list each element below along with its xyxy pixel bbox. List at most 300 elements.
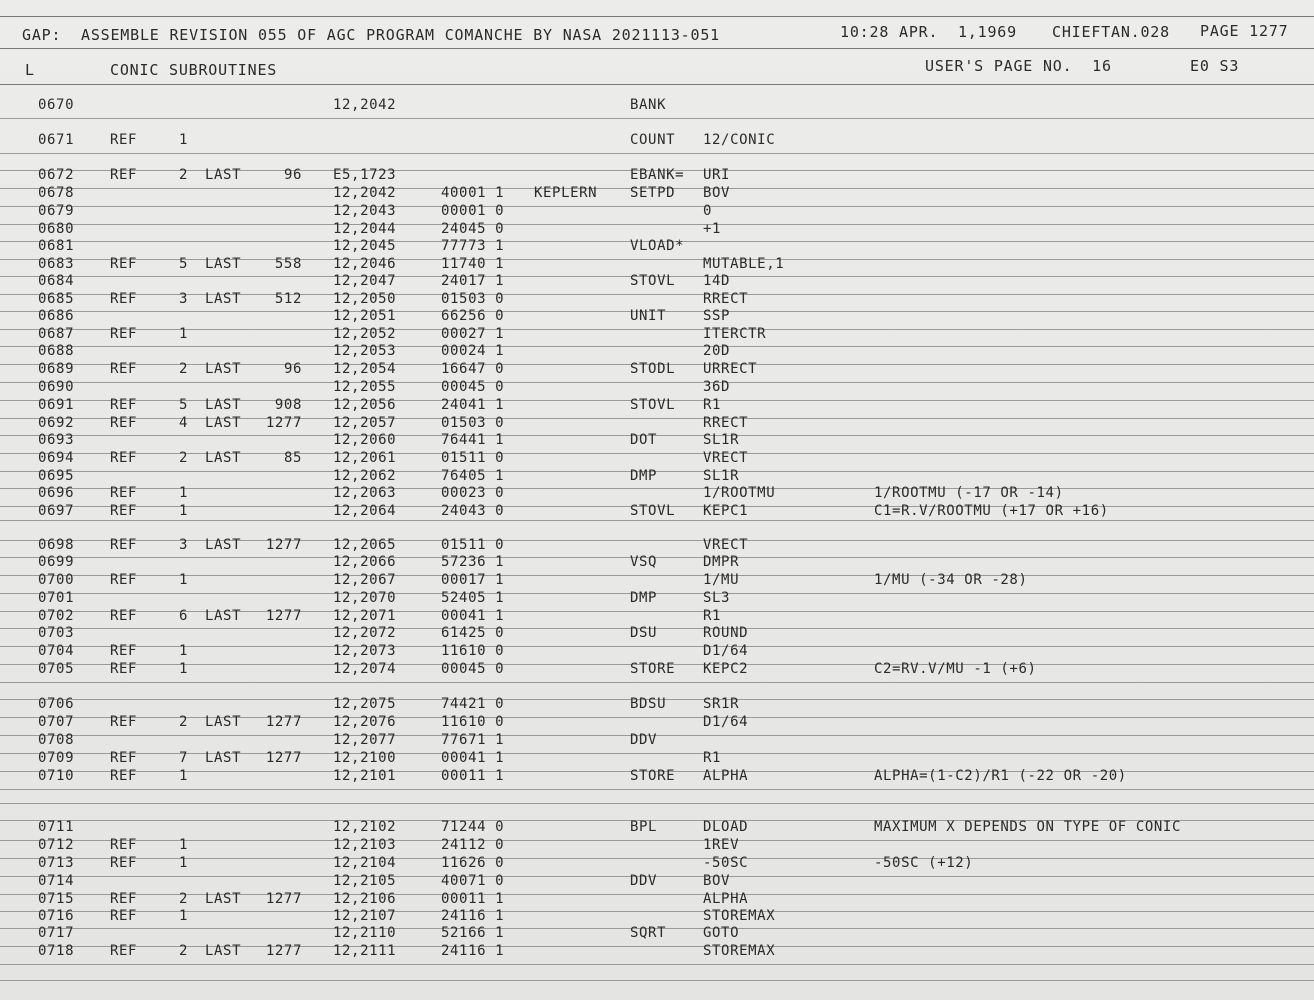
paper-rule	[0, 803, 1314, 804]
octal-code: 00011 1	[441, 891, 505, 907]
last-page: 908	[274, 397, 302, 413]
listing-row	[0, 220, 1314, 238]
header-rule	[0, 48, 1314, 49]
address: 12,2061	[333, 450, 397, 466]
operand: KEPC2	[703, 661, 749, 677]
octal-code: 24112 0	[441, 837, 505, 853]
section-title: CONIC SUBROUTINES	[110, 61, 278, 79]
ref-count: 6	[178, 608, 188, 624]
listing-row	[0, 360, 1314, 378]
line-marker: L	[25, 61, 35, 79]
listing-row	[0, 290, 1314, 308]
octal-code: 00024 1	[441, 343, 505, 359]
listing-row	[0, 818, 1314, 836]
ref-count: 7	[178, 750, 188, 766]
operand: SL3	[703, 590, 731, 606]
top-rule	[0, 16, 1314, 17]
listing-row	[0, 749, 1314, 767]
last-page: 96	[283, 361, 302, 377]
operand: ITERCTR	[703, 326, 767, 342]
listing-row	[0, 307, 1314, 325]
address: 12,2104	[333, 855, 397, 871]
operand: D1/64	[703, 643, 749, 659]
line-number: 0687	[38, 326, 75, 342]
opcode: DDV	[630, 732, 658, 748]
octal-code: 57236 1	[441, 554, 505, 570]
last-page: 1277	[265, 714, 302, 730]
opcode: EBANK=	[630, 167, 685, 183]
ref-tag: REF	[110, 643, 138, 659]
operand: 12/CONIC	[703, 132, 776, 148]
paper-rule	[0, 980, 1314, 981]
address: 12,2074	[333, 661, 397, 677]
address: 12,2063	[333, 485, 397, 501]
operand: R1	[703, 750, 722, 766]
assembly-title: GAP: ASSEMBLE REVISION 055 OF AGC PROGRAM COMANCHE BY NASA 2021113-051	[22, 26, 720, 44]
address: 12,2076	[333, 714, 397, 730]
ref-tag: REF	[110, 167, 138, 183]
address: 12,2111	[333, 943, 397, 959]
last-tag: LAST	[205, 415, 242, 431]
opcode: DOT	[630, 432, 658, 448]
opcode: STODL	[630, 361, 676, 377]
last-page: 85	[283, 450, 302, 466]
ref-count: 1	[178, 908, 188, 924]
users-page-number: USER'S PAGE NO. 16	[925, 57, 1112, 75]
address: 12,2100	[333, 750, 397, 766]
operand: DLOAD	[703, 819, 749, 835]
comment: -50SC (+12)	[874, 855, 974, 871]
address: 12,2051	[333, 308, 397, 324]
operand: 1REV	[703, 837, 740, 853]
paper-rule	[0, 682, 1314, 683]
listing-row	[0, 589, 1314, 607]
address: E5,1723	[333, 167, 397, 183]
last-tag: LAST	[205, 291, 242, 307]
line-number: 0686	[38, 308, 75, 324]
last-tag: LAST	[205, 537, 242, 553]
line-number: 0716	[38, 908, 75, 924]
line-number: 0718	[38, 943, 75, 959]
line-number: 0708	[38, 732, 75, 748]
listing-row	[0, 414, 1314, 432]
octal-code: 00045 0	[441, 661, 505, 677]
last-tag: LAST	[205, 714, 242, 730]
ref-count: 1	[178, 503, 188, 519]
listing-row	[0, 536, 1314, 554]
operand: SSP	[703, 308, 731, 324]
operand: RRECT	[703, 415, 749, 431]
octal-code: 40001 1	[441, 185, 505, 201]
octal-code: 00041 1	[441, 608, 505, 624]
operand: R1	[703, 608, 722, 624]
line-number: 0704	[38, 643, 75, 659]
address: 12,2050	[333, 291, 397, 307]
operand: SR1R	[703, 696, 740, 712]
ref-tag: REF	[110, 132, 138, 148]
octal-code: 01511 0	[441, 450, 505, 466]
ref-tag: REF	[110, 943, 138, 959]
line-number: 0688	[38, 343, 75, 359]
line-number: 0671	[38, 132, 75, 148]
address: 12,2055	[333, 379, 397, 395]
line-number: 0703	[38, 625, 75, 641]
octal-code: 00011 1	[441, 768, 505, 784]
octal-code: 76405 1	[441, 468, 505, 484]
octal-code: 61425 0	[441, 625, 505, 641]
ref-count: 5	[178, 256, 188, 272]
opcode: SETPD	[630, 185, 676, 201]
line-number: 0694	[38, 450, 75, 466]
operand: 1/ROOTMU	[703, 485, 776, 501]
octal-code: 24116 1	[441, 908, 505, 924]
ref-count: 3	[178, 291, 188, 307]
ref-tag: REF	[110, 837, 138, 853]
address: 12,2106	[333, 891, 397, 907]
operand: ALPHA	[703, 768, 749, 784]
listing-row	[0, 924, 1314, 942]
listing-row	[0, 166, 1314, 184]
address: 12,2072	[333, 625, 397, 641]
operand: STOREMAX	[703, 908, 776, 924]
ref-tag: REF	[110, 750, 138, 766]
octal-code: 00027 1	[441, 326, 505, 342]
line-number: 0683	[38, 256, 75, 272]
operand: 14D	[703, 273, 731, 289]
operand: GOTO	[703, 925, 740, 941]
address: 12,2075	[333, 696, 397, 712]
operand: URI	[703, 167, 731, 183]
opcode: UNIT	[630, 308, 667, 324]
listing-row	[0, 767, 1314, 785]
operand: VRECT	[703, 537, 749, 553]
operand: RRECT	[703, 291, 749, 307]
line-number: 0679	[38, 203, 75, 219]
listing-row	[0, 553, 1314, 571]
octal-code: 24043 0	[441, 503, 505, 519]
ref-count: 2	[178, 891, 188, 907]
operand: 36D	[703, 379, 731, 395]
listing-row	[0, 872, 1314, 890]
ref-tag: REF	[110, 661, 138, 677]
operand: 1/MU	[703, 572, 740, 588]
paper-rule	[0, 118, 1314, 119]
line-number: 0689	[38, 361, 75, 377]
line-number: 0670	[38, 97, 75, 113]
ref-count: 1	[178, 485, 188, 501]
ref-count: 1	[178, 572, 188, 588]
operand: BOV	[703, 185, 731, 201]
octal-code: 76441 1	[441, 432, 505, 448]
last-tag: LAST	[205, 167, 242, 183]
address: 12,2056	[333, 397, 397, 413]
listing-row	[0, 255, 1314, 273]
last-page: 558	[274, 256, 302, 272]
opcode: VSQ	[630, 554, 658, 570]
opcode: BPL	[630, 819, 658, 835]
listing-row	[0, 202, 1314, 220]
line-number: 0691	[38, 397, 75, 413]
opcode: BDSU	[630, 696, 667, 712]
listing-row	[0, 131, 1314, 149]
line-number: 0705	[38, 661, 75, 677]
comment: 1/ROOTMU (-17 OR -14)	[874, 485, 1064, 501]
opcode: COUNT	[630, 132, 676, 148]
ref-tag: REF	[110, 256, 138, 272]
octal-code: 00001 0	[441, 203, 505, 219]
octal-code: 74421 0	[441, 696, 505, 712]
line-number: 0692	[38, 415, 75, 431]
operand: ROUND	[703, 625, 749, 641]
octal-code: 77671 1	[441, 732, 505, 748]
address: 12,2101	[333, 768, 397, 784]
octal-code: 11626 0	[441, 855, 505, 871]
ref-tag: REF	[110, 361, 138, 377]
opcode: SQRT	[630, 925, 667, 941]
last-page: 1277	[265, 608, 302, 624]
listing-row	[0, 396, 1314, 414]
address: 12,2067	[333, 572, 397, 588]
line-number: 0710	[38, 768, 75, 784]
ref-tag: REF	[110, 503, 138, 519]
operand: D1/64	[703, 714, 749, 730]
listing-row	[0, 272, 1314, 290]
octal-code: 77773 1	[441, 238, 505, 254]
ebank-code: E0 S3	[1190, 57, 1240, 75]
comment: C1=R.V/ROOTMU (+17 OR +16)	[874, 503, 1109, 519]
address: 12,2046	[333, 256, 397, 272]
line-number: 0695	[38, 468, 75, 484]
ref-tag: REF	[110, 608, 138, 624]
address: 12,2060	[333, 432, 397, 448]
listing-row	[0, 624, 1314, 642]
ref-tag: REF	[110, 397, 138, 413]
listing-row	[0, 695, 1314, 713]
opcode: STOVL	[630, 273, 676, 289]
ref-count: 1	[178, 837, 188, 853]
last-tag: LAST	[205, 891, 242, 907]
last-tag: LAST	[205, 943, 242, 959]
opcode: BANK	[630, 97, 667, 113]
ref-count: 4	[178, 415, 188, 431]
octal-code: 00045 0	[441, 379, 505, 395]
opcode: DMP	[630, 590, 658, 606]
octal-code: 52405 1	[441, 590, 505, 606]
address: 12,2065	[333, 537, 397, 553]
address: 12,2064	[333, 503, 397, 519]
listing-row	[0, 890, 1314, 908]
last-page: 1277	[265, 891, 302, 907]
address: 12,2062	[333, 468, 397, 484]
opcode: STOVL	[630, 503, 676, 519]
ref-count: 2	[178, 361, 188, 377]
operand: 0	[703, 203, 713, 219]
line-number: 0700	[38, 572, 75, 588]
listing-row	[0, 325, 1314, 343]
ref-tag: REF	[110, 450, 138, 466]
listing-row	[0, 96, 1314, 114]
line-number: 0701	[38, 590, 75, 606]
paper-rule	[0, 789, 1314, 790]
ref-count: 3	[178, 537, 188, 553]
source-file: CHIEFTAN.028	[1052, 23, 1170, 41]
operand: 20D	[703, 343, 731, 359]
line-number: 0672	[38, 167, 75, 183]
line-number: 0693	[38, 432, 75, 448]
operand: SL1R	[703, 468, 740, 484]
ref-count: 1	[178, 855, 188, 871]
line-number: 0685	[38, 291, 75, 307]
opcode: STORE	[630, 661, 676, 677]
comment: ALPHA=(1-C2)/R1 (-22 OR -20)	[874, 768, 1127, 784]
octal-code: 52166 1	[441, 925, 505, 941]
ref-tag: REF	[110, 537, 138, 553]
octal-code: 11610 0	[441, 643, 505, 659]
operand: R1	[703, 397, 722, 413]
address: 12,2045	[333, 238, 397, 254]
address: 12,2042	[333, 97, 397, 113]
listing-row	[0, 854, 1314, 872]
octal-code: 71244 0	[441, 819, 505, 835]
page-number: PAGE 1277	[1200, 22, 1289, 40]
line-number: 0702	[38, 608, 75, 624]
last-tag: LAST	[205, 450, 242, 466]
line-number: 0697	[38, 503, 75, 519]
address: 12,2107	[333, 908, 397, 924]
ref-tag: REF	[110, 714, 138, 730]
octal-code: 16647 0	[441, 361, 505, 377]
ref-tag: REF	[110, 908, 138, 924]
line-number: 0678	[38, 185, 75, 201]
octal-code: 11740 1	[441, 256, 505, 272]
line-number: 0681	[38, 238, 75, 254]
paper-rule	[0, 520, 1314, 521]
operand: SL1R	[703, 432, 740, 448]
address: 12,2066	[333, 554, 397, 570]
ref-tag: REF	[110, 855, 138, 871]
opcode: DMP	[630, 468, 658, 484]
ref-count: 2	[178, 714, 188, 730]
operand: URRECT	[703, 361, 758, 377]
listing-row	[0, 607, 1314, 625]
listing-row	[0, 660, 1314, 678]
listing-row	[0, 342, 1314, 360]
opcode: VLOAD*	[630, 238, 685, 254]
line-number: 0714	[38, 873, 75, 889]
line-number: 0699	[38, 554, 75, 570]
address: 12,2052	[333, 326, 397, 342]
last-tag: LAST	[205, 361, 242, 377]
line-number: 0706	[38, 696, 75, 712]
last-page: 1277	[265, 943, 302, 959]
listing-row	[0, 378, 1314, 396]
octal-code: 00023 0	[441, 485, 505, 501]
operand: +1	[703, 221, 722, 237]
address: 12,2070	[333, 590, 397, 606]
listing-row	[0, 642, 1314, 660]
ref-tag: REF	[110, 326, 138, 342]
address: 12,2102	[333, 819, 397, 835]
octal-code: 00017 1	[441, 572, 505, 588]
ref-tag: REF	[110, 768, 138, 784]
ref-count: 2	[178, 943, 188, 959]
address: 12,2044	[333, 221, 397, 237]
line-number: 0690	[38, 379, 75, 395]
paper-rule	[0, 964, 1314, 965]
opcode: STOVL	[630, 397, 676, 413]
last-tag: LAST	[205, 397, 242, 413]
last-tag: LAST	[205, 608, 242, 624]
ref-count: 1	[178, 768, 188, 784]
last-page: 1277	[265, 415, 302, 431]
listing-row	[0, 467, 1314, 485]
octal-code: 24041 1	[441, 397, 505, 413]
operand: BOV	[703, 873, 731, 889]
last-tag: LAST	[205, 256, 242, 272]
last-page: 1277	[265, 750, 302, 766]
line-number: 0715	[38, 891, 75, 907]
listing-row	[0, 502, 1314, 520]
line-number: 0684	[38, 273, 75, 289]
ref-count: 2	[178, 167, 188, 183]
ref-count: 1	[178, 326, 188, 342]
ref-count: 2	[178, 450, 188, 466]
operand: STOREMAX	[703, 943, 776, 959]
octal-code: 01503 0	[441, 415, 505, 431]
line-number: 0680	[38, 221, 75, 237]
operand: -50SC	[703, 855, 749, 871]
comment: MAXIMUM X DEPENDS ON TYPE OF CONIC	[874, 819, 1181, 835]
opcode: DSU	[630, 625, 658, 641]
listing-row	[0, 449, 1314, 467]
address: 12,2057	[333, 415, 397, 431]
line-number: 0709	[38, 750, 75, 766]
octal-code: 40071 0	[441, 873, 505, 889]
ref-count: 1	[178, 661, 188, 677]
address: 12,2053	[333, 343, 397, 359]
address: 12,2054	[333, 361, 397, 377]
last-tag: LAST	[205, 750, 242, 766]
address: 12,2103	[333, 837, 397, 853]
last-page: 96	[283, 167, 302, 183]
line-number: 0698	[38, 537, 75, 553]
octal-code: 00041 1	[441, 750, 505, 766]
opcode: DDV	[630, 873, 658, 889]
address: 12,2105	[333, 873, 397, 889]
operand: MUTABLE,1	[703, 256, 785, 272]
operand: VRECT	[703, 450, 749, 466]
last-page: 512	[274, 291, 302, 307]
listing-row	[0, 431, 1314, 449]
symbol-label: KEPLERN	[534, 185, 598, 201]
address: 12,2110	[333, 925, 397, 941]
last-page: 1277	[265, 537, 302, 553]
comment: C2=RV.V/MU -1 (+6)	[874, 661, 1037, 677]
listing-row	[0, 713, 1314, 731]
address: 12,2047	[333, 273, 397, 289]
ref-count: 1	[178, 643, 188, 659]
listing-row	[0, 836, 1314, 854]
operand: ALPHA	[703, 891, 749, 907]
listing-row	[0, 942, 1314, 960]
octal-code: 01511 0	[441, 537, 505, 553]
line-number: 0696	[38, 485, 75, 501]
address: 12,2071	[333, 608, 397, 624]
paper-rule	[0, 153, 1314, 154]
listing-row	[0, 731, 1314, 749]
listing-row	[0, 184, 1314, 202]
ref-count: 1	[178, 132, 188, 148]
